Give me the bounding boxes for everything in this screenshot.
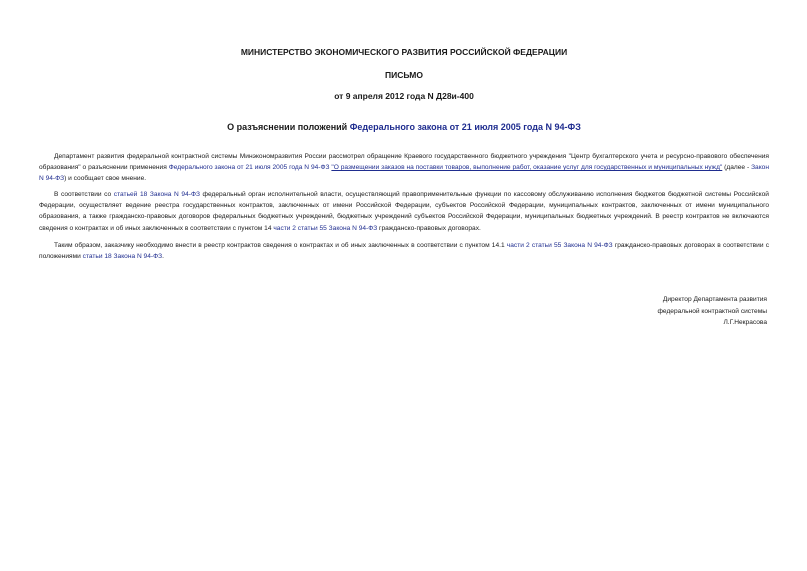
- document-subject: [39, 122, 769, 132]
- p1-law-title-link[interactable]: "О размещении заказов на поставки товаров, выполнение работ, оказание услуг для государственных и муниципальных нужд": [331, 164, 723, 172]
- signature-name: Л.Г.Некрасова: [723, 319, 767, 327]
- p1-short-law-link[interactable]: Закон N 94-ФЗ: [39, 164, 769, 183]
- p1-text-3: (далее -: [722, 164, 752, 172]
- subject-prefix: О разъяснении положений: [227, 122, 350, 132]
- p3-text-2: гражданско-правовых договорах в соответствии с положениями: [39, 242, 769, 261]
- p2-text-1: В соответствии со: [54, 191, 114, 198]
- p2-article55-link[interactable]: части 2 статьи 55 Закона N 94-ФЗ: [273, 224, 378, 232]
- signature-block: [658, 294, 768, 329]
- paragraph-1: [39, 151, 769, 185]
- document-type: ПИСЬМО: [385, 70, 423, 80]
- ministry-title: МИНИСТЕРСТВО ЭКОНОМИЧЕСКОГО РАЗВИТИЯ РОССИЙСКОЙ ФЕДЕРАЦИИ: [240, 47, 568, 57]
- subject-law-link[interactable]: Федерального закона от 21 июля 2005 года N 94-ФЗ: [349, 122, 581, 132]
- p2-text-3: гражданско-правовых договорах.: [377, 224, 481, 232]
- p2-article18-link[interactable]: статьей 18 Закона N 94-ФЗ: [113, 191, 200, 198]
- signature-department: федеральной контрактной системы: [657, 307, 767, 315]
- p3-article18-link[interactable]: статьи 18 Закона N 94-ФЗ: [82, 253, 163, 261]
- p3-article55-link[interactable]: части 2 статьи 55 Закона N 94-ФЗ: [506, 242, 613, 249]
- paragraph-2: [39, 189, 769, 234]
- p1-text-1: Департамент развития федеральной контрактной системы Минэкономразвития России рассмотрел обращение Краевого государственного бюджетного учреждения "Центр бухгалтерского учета и ресурсно-правового обеспечения образования" о разъяснении применения: [39, 153, 769, 172]
- document-date-number: от 9 апреля 2012 года N Д28и-400: [334, 91, 474, 101]
- signature-position: Директор Департамента развития: [662, 296, 767, 303]
- p1-law-link[interactable]: Федерального закона от 21 июля 2005 года N 94-ФЗ: [168, 164, 330, 172]
- p3-text-3: .: [162, 253, 164, 261]
- p3-text-1: Таким образом, заказчику необходимо внести в реестр контрактов сведения о контрактах и об иных заключенных в соответствии с пунктом 14.1: [54, 242, 507, 249]
- paragraph-3: [39, 240, 769, 262]
- p1-text-4: ) и сообщает свое мнение.: [64, 175, 147, 183]
- p2-text-2: федеральный орган исполнительной власти, осуществляющий правоприменительные функции по кассовому обслуживанию исполнения бюджетов бюджетной системы Российской Федерации, осуществляет ведение реестра государственных контрактов, заключенных от имени Российской Федерации, субъектов Российской Федерации, муниципальных контрактов, заключенных от имени муниципального образования, а также гражданско-правовых договоров федеральных бюджетных учреждений, бюджетных учреждений субъектов Российской Федерации, муниципальных бюджетных учреждений. В реестр контрактов не включаются сведения о контрактах и об иных заключенных в соответствии с пунктом 14: [39, 191, 769, 232]
